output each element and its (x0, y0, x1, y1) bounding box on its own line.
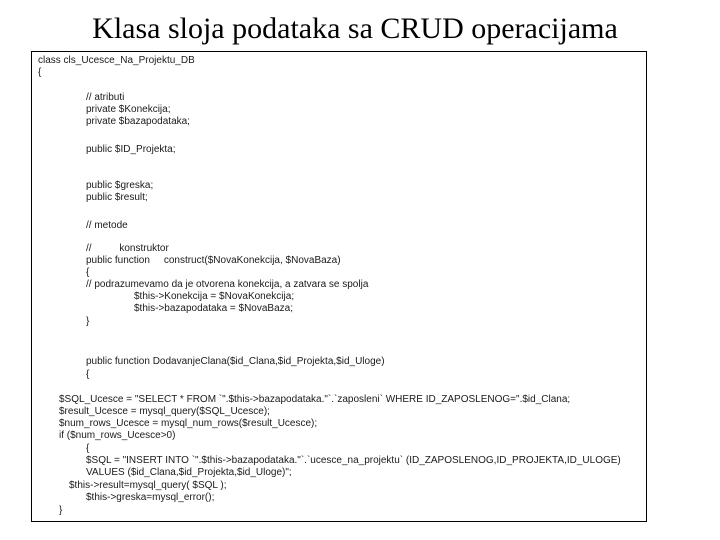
code-line: public function DodavanjeClana($id_Clana,$id_Projekta,$id_Uloge) (86, 356, 385, 367)
code-line: $num_rows_Ucesce = mysql_num_rows($result_Ucesce); (59, 418, 318, 429)
slide-title: Klasa sloja podataka sa CRUD operacijama (92, 12, 618, 45)
code-comment: // metode (86, 220, 128, 231)
code-comment: // atributi (86, 92, 125, 103)
code-comment: // konstruktor (86, 243, 169, 254)
code-line: $this->greska=mysql_error(); (86, 492, 215, 503)
code-line: public function construct($NovaKonekcija, $NovaBaza) (86, 255, 341, 266)
code-line: $SQL = "INSERT INTO `".$this->bazapodataka."`.`ucesce_na_projektu` (ID_ZAPOSLENOG,ID_PROJEKTA,ID_ULOGE) (86, 455, 621, 466)
code-line: public $ID_Projekta; (86, 144, 176, 155)
code-line: $this->Konekcija = $NovaKonekcija; (134, 291, 295, 302)
code-line: $this->bazapodataka = $NovaBaza; (134, 303, 293, 314)
code-line: { (86, 369, 90, 380)
code-line: { (38, 67, 42, 78)
code-line: } (59, 505, 63, 516)
code-block (31, 51, 647, 522)
code-line: private $Konekcija; (86, 104, 171, 115)
code-line: { (86, 443, 90, 454)
code-line: public $greska; (86, 180, 154, 191)
code-line: $result_Ucesce = mysql_query($SQL_Ucesce); (59, 406, 270, 417)
code-line: } (86, 316, 90, 327)
code-line: if ($num_rows_Ucesce>0) (59, 430, 176, 441)
code-line: $SQL_Ucesce = "SELECT * FROM `".$this->bazapodataka."`.`zaposleni` WHERE ID_ZAPOSLENOG=".$id_Clana; (59, 394, 571, 405)
code-comment: // podrazumevamo da je otvorena konekcija, a zatvara se spolja (86, 279, 369, 290)
code-line: class cls_Ucesce_Na_Projektu_DB (38, 55, 195, 66)
code-line: $this->result=mysql_query( $SQL ); (69, 480, 227, 491)
code-line: { (86, 267, 90, 278)
code-line: private $bazapodataka; (86, 116, 190, 127)
code-line: public $result; (86, 192, 148, 203)
code-line: VALUES ($id_Clana,$id_Projekta,$id_Uloge)"; (86, 467, 292, 478)
